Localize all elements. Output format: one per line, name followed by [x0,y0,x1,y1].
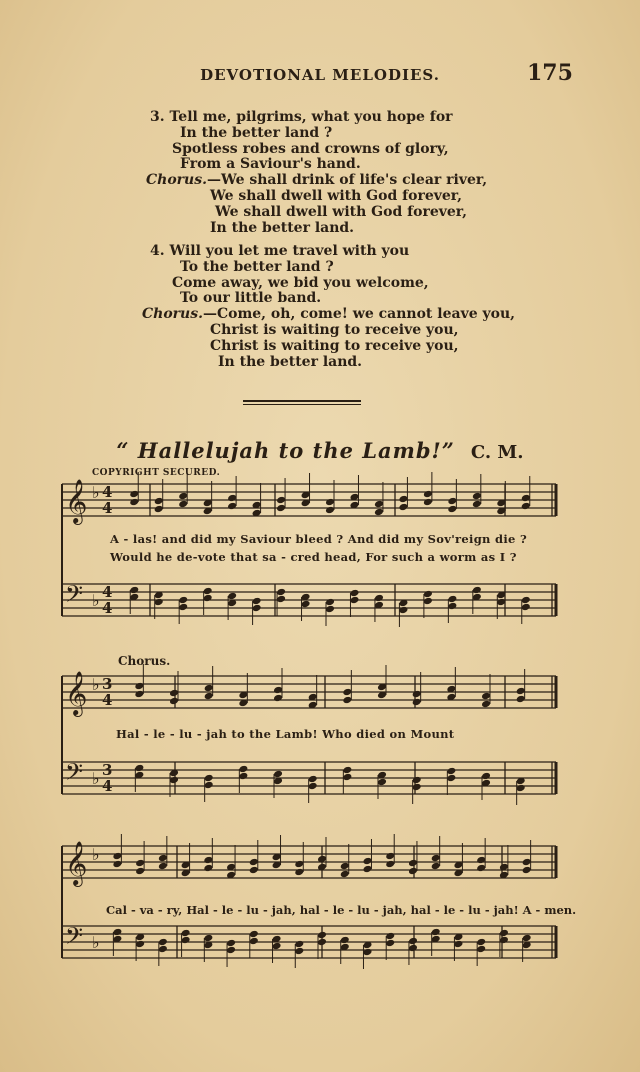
note-head [408,859,418,868]
note-head [135,867,145,876]
note-head [325,498,335,507]
note-head [129,490,139,499]
note-head [308,782,318,791]
note-head [158,945,168,954]
bass-clef-icon: 𝄢 [65,758,84,791]
note-head [516,695,526,704]
verse-line: To our little band. [180,290,322,307]
note-head [481,692,491,701]
note-head [294,947,304,956]
note-head [252,604,262,613]
note-head [363,948,373,957]
flat-icon: ♭ [92,591,100,610]
note-head [453,940,463,949]
note-head [342,773,352,782]
note-head [472,586,482,595]
note-head [374,500,384,509]
verse-line: In the better land. [210,219,355,236]
note-head [112,860,122,869]
note-head [154,497,164,506]
note-head [363,857,373,866]
note-head [412,690,422,699]
note-head [252,597,262,606]
copyright-notice: COPYRIGHT SECURED. [92,468,221,478]
note-head [522,934,532,943]
note-head [273,686,283,695]
lyric-line: Would he de-vote that sa - cred head, For such a worm as I ? [110,550,517,564]
verse-line: 4. Will you let me travel with you [150,243,410,259]
note-head [521,494,531,503]
note-head [249,937,259,946]
note-head [181,936,191,945]
note-head [447,595,457,604]
note-head [158,938,168,947]
note-head [499,936,509,945]
note-head [276,504,286,513]
note-head [178,596,188,605]
note-head [158,854,168,863]
note-head [521,596,531,605]
note-head [308,775,318,784]
note-head [158,862,168,871]
note-head [340,936,350,945]
note-heads [112,472,531,969]
note-head [374,508,384,517]
chorus-label: Chorus. [146,172,207,189]
note-head [169,776,179,785]
note-head [227,494,237,503]
note-head [203,587,213,596]
note-head [342,696,352,705]
lyric-line: Cal - va - ry, Hal - le - lu - jah, hal - le - lu - jah, hal - le - lu - jah! A - men. [106,903,577,917]
note-head [472,492,482,501]
note-head [398,503,408,512]
verse-line: Come away, we bid you welcome, [172,274,429,291]
note-head [169,697,179,706]
note-head [204,774,214,783]
note-head [385,860,395,869]
note-head [204,692,214,701]
note-head [294,860,304,869]
flat-icon: ♭ [92,845,100,864]
note-head [178,500,188,509]
chorus-label: Chorus. [118,654,171,668]
note-head [522,866,532,875]
note-head [301,600,311,609]
verse-line: In the better land ? [180,124,333,141]
verse-line: We shall dwell with God forever, [215,203,468,220]
note-head [423,490,433,499]
note-head [134,690,144,699]
time-signature: 4 [102,483,113,501]
note-head [472,500,482,509]
note-head [203,864,213,873]
time-signature: 4 [102,499,113,517]
note-head [499,929,509,938]
treble-clef-icon: 𝄞 [65,841,88,885]
note-head [340,870,350,879]
note-head [423,590,433,599]
note-head [249,930,259,939]
flat-icon: ♭ [92,675,100,694]
note-head [317,938,327,947]
note-head [349,589,359,598]
note-head [181,929,191,938]
note-head [276,496,286,505]
note-head [325,598,335,607]
note-head [377,778,387,787]
lyric-line: A - las! and did my Saviour bleed ? And did my Sov'reign die ? [110,532,527,546]
note-head [342,688,352,697]
note-head [447,497,457,506]
bass-clef-icon: 𝄢 [65,580,84,613]
note-head [481,772,491,781]
note-head [408,937,418,946]
note-head [154,598,164,607]
time-signature: 3 [102,761,113,779]
note-head [516,784,526,793]
note-head [408,944,418,953]
hymn-meter: C. M. [470,442,524,463]
hymn-title-text: “ Hallelujah to the Lamb!” [116,438,455,463]
verse-line: Christ is waiting to receive you, [210,337,459,354]
time-signature: 4 [102,777,113,795]
note-head [238,765,248,774]
note-head [249,866,259,875]
note-head [112,928,122,937]
verse-line: Christ is waiting to receive you, [210,321,459,338]
verse-line: —Come, oh, come! we cannot leave you, [202,306,516,323]
time-signature: 3 [102,675,113,693]
note-head [129,586,139,595]
note-head [423,498,433,507]
note-head [408,867,418,876]
chorus-label: Chorus. [142,306,203,323]
note-head [204,781,214,790]
note-head [363,865,373,874]
note-head [521,603,531,612]
flat-icon: ♭ [92,483,100,502]
note-head [134,764,144,773]
verse-line: 3. Tell me, pilgrims, what you hope for [150,109,453,125]
note-head [249,858,259,867]
note-head [178,603,188,612]
note-head [447,602,457,611]
note-head [203,594,213,603]
verse-line: In the better land. [218,353,363,370]
note-head [178,492,188,501]
note-head [374,594,384,603]
note-head [476,856,486,865]
flat-icon: ♭ [92,769,100,788]
note-head [446,767,456,776]
note-head [522,858,532,867]
note-head [431,862,441,871]
lyric-line: Hal - le - lu - jah to the Lamb! Who died on Mount [116,727,455,741]
note-head [154,505,164,514]
note-head [273,770,283,779]
verse-line: To the better land ? [180,258,334,275]
verse-line: —We shall drink of life's clear river, [206,172,488,189]
treble-clef-icon: 𝄞 [65,479,88,523]
note-head [226,939,236,948]
page-number: 175 [527,60,573,86]
note-head [203,856,213,865]
note-head [203,934,213,943]
note-head [317,931,327,940]
note-head [135,940,145,949]
note-head [112,852,122,861]
note-head [294,940,304,949]
note-head [238,772,248,781]
note-head [294,868,304,877]
note-head [412,776,422,785]
bass-clef-icon: 𝄢 [65,922,84,955]
time-signature: 4 [102,691,113,709]
note-head [423,597,433,606]
verse-line: We shall dwell with God forever, [210,187,463,204]
note-head [135,859,145,868]
note-head [412,698,422,707]
note-head [447,505,457,514]
note-head [481,700,491,709]
note-head [431,854,441,863]
note-head [476,864,486,873]
note-head [325,506,335,515]
note-head [169,689,179,698]
note-head [431,928,441,937]
note-head [227,592,237,601]
note-head [398,495,408,504]
verse-line: Spotless robes and crowns of glory, [172,140,449,157]
note-head [446,774,456,783]
note-head [349,596,359,605]
note-head [521,502,531,511]
verse-line: From a Saviour's hand. [180,156,361,173]
note-head [412,783,422,792]
treble-clef-icon: 𝄞 [65,671,88,715]
note-head [385,939,395,948]
note-head [129,498,139,507]
note-head [204,684,214,693]
note-head [398,606,408,615]
time-signature: 4 [102,599,113,617]
note-head [272,942,282,951]
note-head [276,588,286,597]
note-head [476,945,486,954]
note-head [273,694,283,703]
time-signature: 4 [102,583,113,601]
note-head [385,932,395,941]
note-head [325,605,335,614]
flat-icon: ♭ [92,933,100,952]
note-head [476,938,486,947]
note-head [340,862,350,871]
note-head [227,502,237,511]
note-head [134,682,144,691]
note-head [276,595,286,604]
note-head [226,946,236,955]
note-head [385,852,395,861]
note-head [342,766,352,775]
running-title: DEVOTIONAL MELODIES. [200,66,440,84]
note-head [516,687,526,696]
